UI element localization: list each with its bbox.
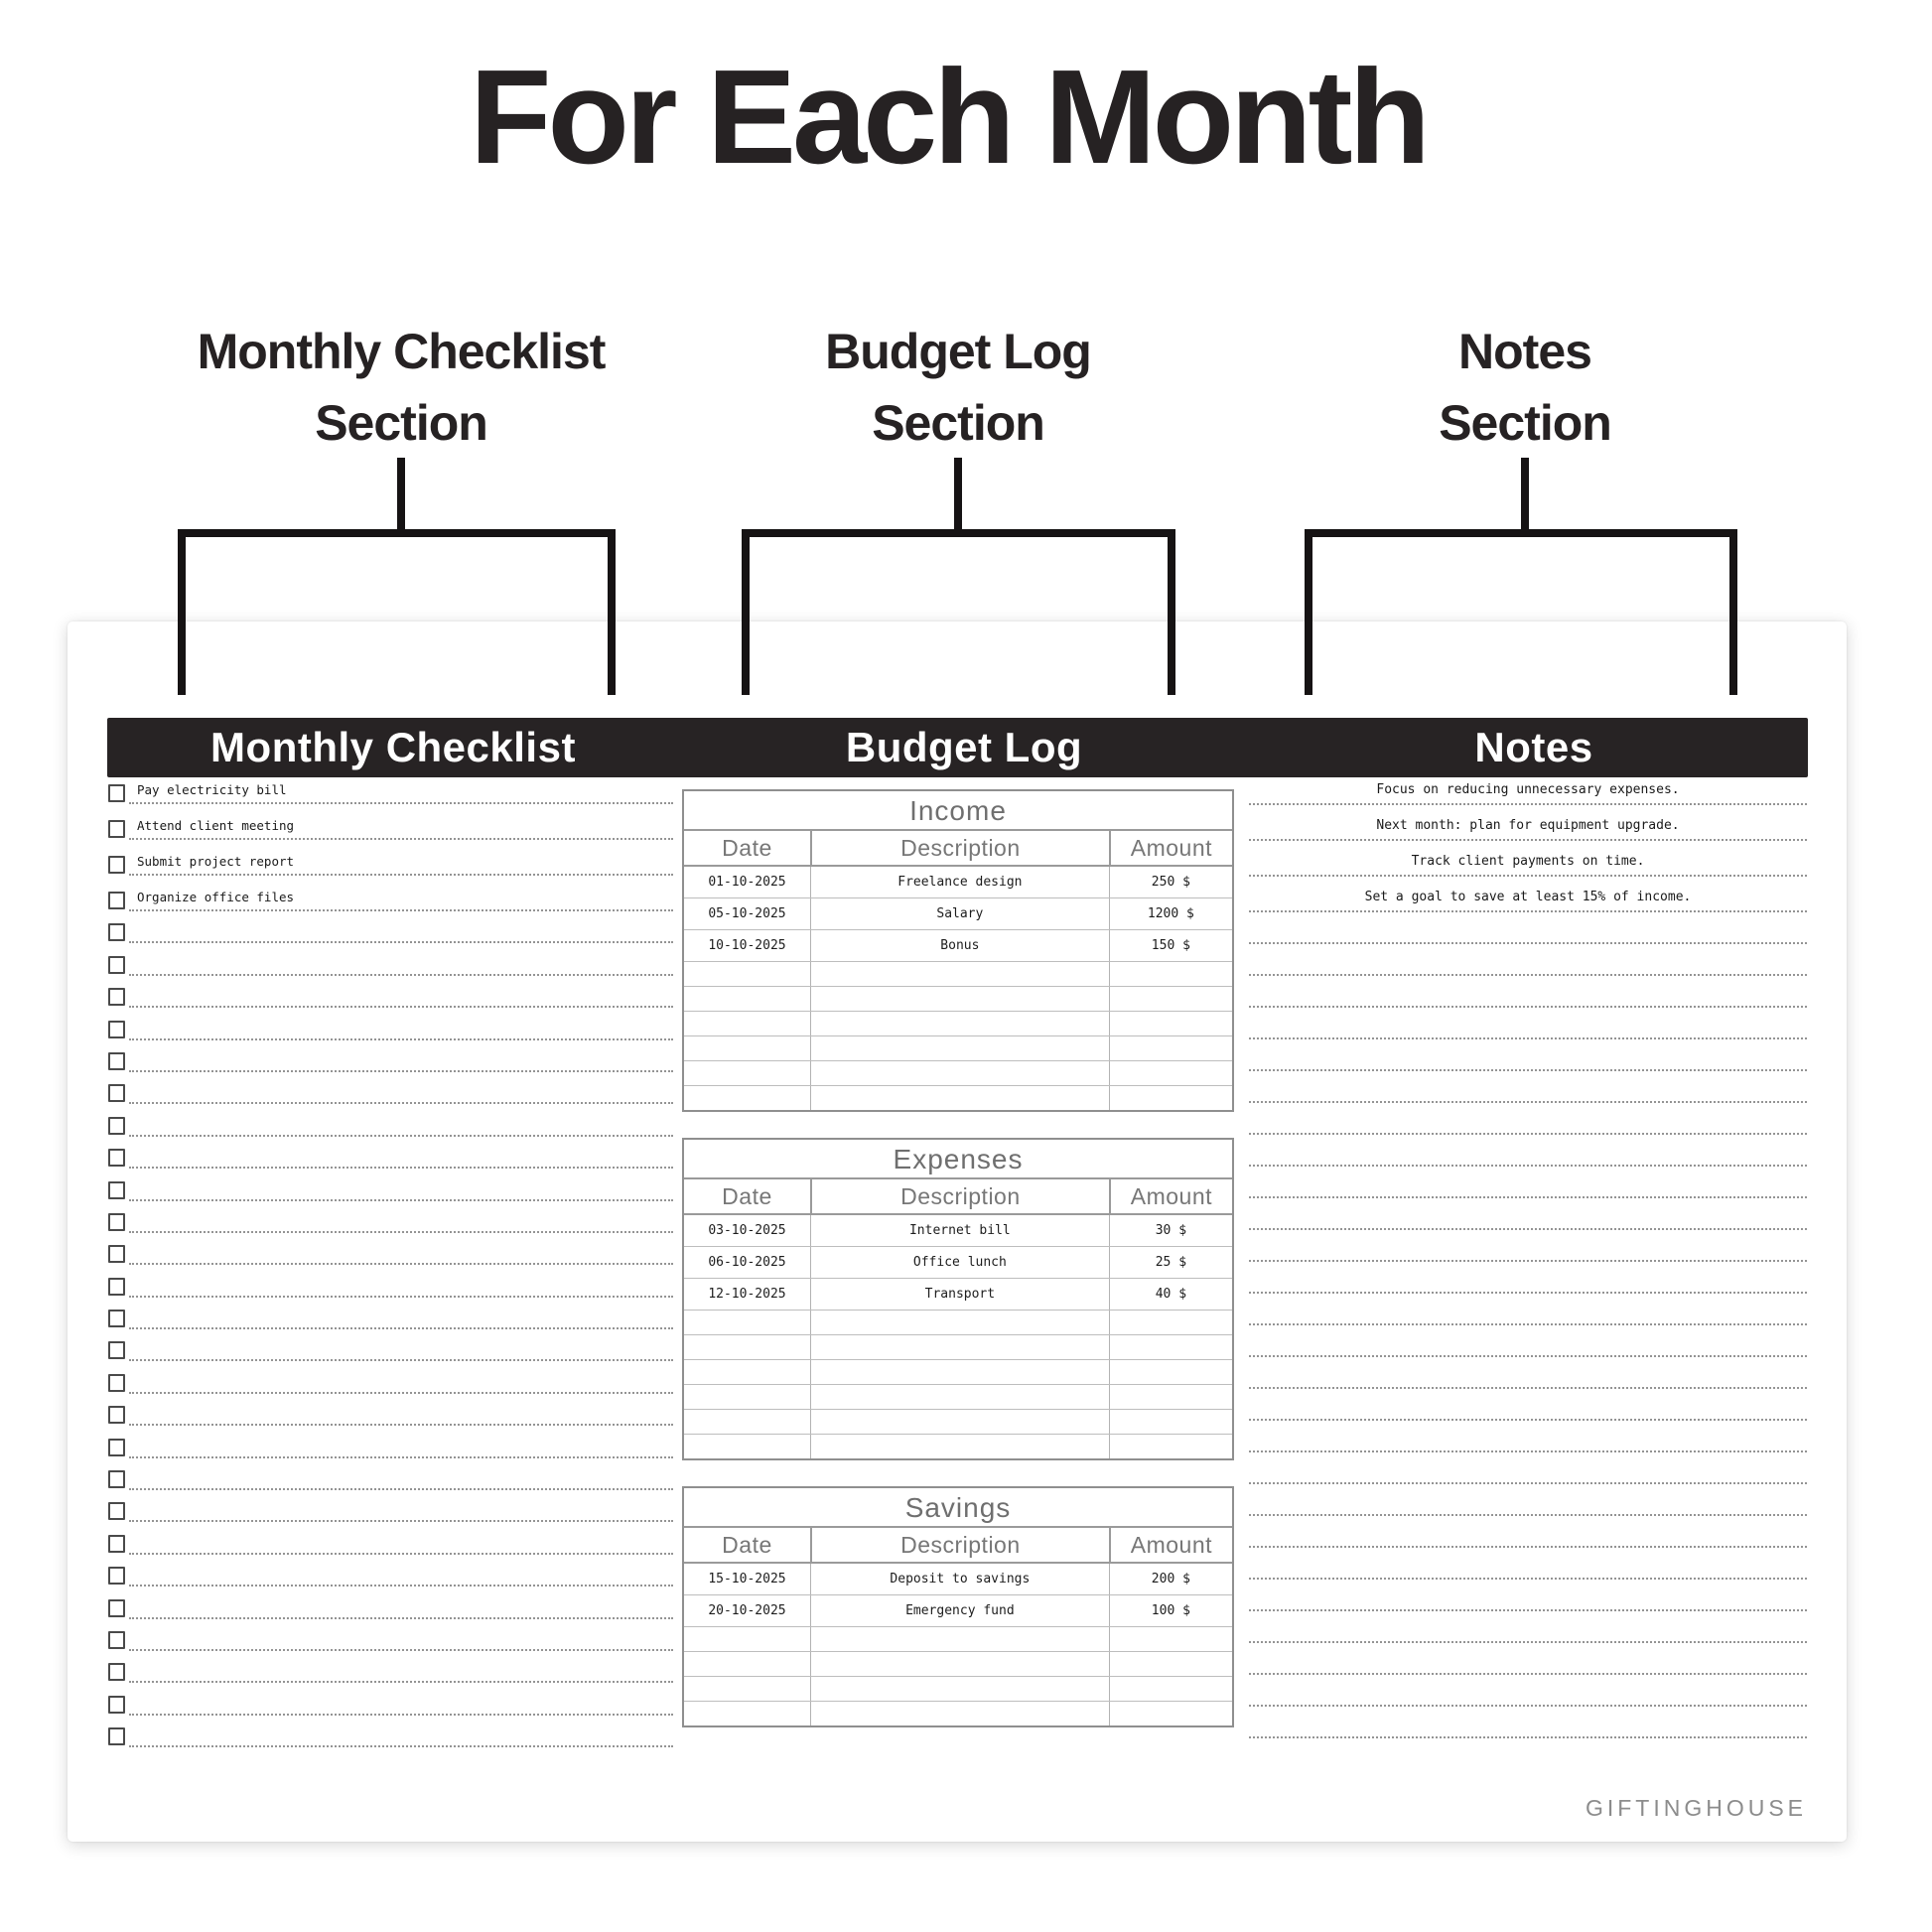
budget-cell [810, 1061, 1109, 1085]
budget-cell [684, 1652, 810, 1676]
budget-cell: 200 $ [1109, 1564, 1232, 1594]
notes-line [1249, 1675, 1807, 1707]
notes-line [1249, 1039, 1807, 1071]
budget-cell [810, 987, 1109, 1011]
budget-table-header-row [684, 1179, 1232, 1215]
dotted-line [129, 1585, 673, 1587]
checkbox-icon[interactable] [108, 1631, 125, 1649]
checklist-row [107, 944, 673, 976]
budget-row [684, 1410, 1232, 1435]
bracket-drop-left-checklist [178, 529, 186, 695]
callout-budget-label [825, 316, 1091, 459]
checkbox-icon[interactable] [108, 1727, 125, 1745]
budget-cell: Bonus [810, 930, 1109, 961]
notes-line [1249, 1452, 1807, 1484]
budget-cell [1109, 962, 1232, 986]
checkbox-icon[interactable] [108, 1535, 125, 1553]
bracket-drop-right-budget [1168, 529, 1175, 695]
callout-checklist-line2: Section [315, 395, 487, 451]
dotted-line [129, 1488, 673, 1490]
checklist-row [107, 1491, 673, 1523]
notes-line [1249, 1484, 1807, 1516]
checklist-row [107, 1299, 673, 1330]
budget-row [684, 962, 1232, 987]
budget-cell [1109, 1410, 1232, 1434]
header-monthly-checklist: Monthly Checklist [210, 724, 576, 770]
checklist-row [107, 1395, 673, 1427]
column-header: Date [722, 835, 772, 861]
checkbox-icon[interactable] [108, 1567, 125, 1585]
dotted-line [129, 1520, 673, 1522]
budget-cell [810, 1086, 1109, 1110]
budget-cell [1109, 1086, 1232, 1110]
budget-cell: Freelance design [810, 867, 1109, 897]
notes-line [1249, 1294, 1807, 1325]
budget-cell [1109, 1677, 1232, 1701]
budget-cell [684, 1335, 810, 1359]
budget-cell: 05-10-2025 [708, 906, 786, 921]
callout-notes-line1: Notes [1458, 324, 1591, 379]
budget-table-title: Income [684, 791, 1232, 831]
budget-cell [684, 1435, 810, 1458]
budget-row [684, 1086, 1232, 1110]
notes-text: Next month: plan for equipment upgrade. [1376, 818, 1680, 833]
checklist-row [107, 841, 673, 877]
notes-line [1249, 1262, 1807, 1294]
header-budget-log: Budget Log [845, 724, 1083, 770]
budget-cell [810, 1410, 1109, 1434]
notes-line [1249, 1516, 1807, 1548]
notes-line [1249, 1580, 1807, 1611]
checklist-row [107, 805, 673, 841]
budget-cell: 250 $ [1109, 867, 1232, 897]
dotted-line [129, 1006, 673, 1008]
checkbox-icon[interactable] [108, 1278, 125, 1296]
budget-cell [684, 1627, 810, 1651]
budget-row [684, 1595, 1232, 1627]
page-title: For Each Month [470, 42, 1427, 192]
checkbox-icon[interactable] [108, 820, 125, 838]
checkbox-icon[interactable] [108, 1439, 125, 1456]
dotted-line [129, 1167, 673, 1169]
notes-line [1249, 912, 1807, 944]
budget-cell [810, 962, 1109, 986]
checklist-item-text: Submit project report [137, 854, 295, 869]
budget-cell [684, 1360, 810, 1384]
checklist-row [107, 1202, 673, 1234]
budget-row [684, 867, 1232, 898]
budget-table-expenses [682, 1138, 1234, 1460]
checklist-row [107, 1073, 673, 1105]
notes-line [1249, 1421, 1807, 1452]
dotted-line [129, 1038, 673, 1040]
notes-line [1249, 944, 1807, 976]
budget-row [684, 1311, 1232, 1335]
bracket-stem-budget [954, 458, 962, 529]
notes-text: Track client payments on time. [1411, 854, 1645, 869]
budget-cell: 15-10-2025 [708, 1572, 786, 1587]
budget-cell [1109, 1061, 1232, 1085]
notes-line [1249, 1611, 1807, 1643]
header-notes: Notes [1474, 724, 1593, 770]
budget-cell [684, 1702, 810, 1725]
budget-cell [810, 1360, 1109, 1384]
checkbox-icon[interactable] [108, 956, 125, 974]
budget-cell [1109, 1385, 1232, 1409]
checklist-row [107, 769, 673, 805]
budget-cell: 30 $ [1109, 1215, 1232, 1246]
dotted-line [129, 1327, 673, 1329]
budget-cell [1109, 1702, 1232, 1725]
budget-row [684, 1279, 1232, 1311]
checkbox-icon[interactable] [108, 784, 125, 802]
budget-table-header-row [684, 831, 1232, 867]
budget-row [684, 1036, 1232, 1061]
budget-cell [810, 1311, 1109, 1334]
dotted-line [129, 838, 673, 840]
budget-cell [1109, 987, 1232, 1011]
budget-table-title: Expenses [684, 1140, 1232, 1179]
notes-line [1249, 877, 1807, 912]
checkbox-icon[interactable] [108, 1181, 125, 1199]
checkbox-icon[interactable] [108, 1310, 125, 1327]
budget-row [684, 930, 1232, 962]
notes-line [1249, 976, 1807, 1008]
checklist-row [107, 1009, 673, 1040]
budget-cell: Emergency fund [810, 1595, 1109, 1626]
budget-cell [684, 1677, 810, 1701]
checkbox-icon[interactable] [108, 1149, 125, 1167]
bracket-bar-notes [1305, 529, 1737, 537]
budget-cell [684, 1086, 810, 1110]
dotted-line [129, 1359, 673, 1361]
notes-line [1249, 1071, 1807, 1103]
checklist-row [107, 1266, 673, 1298]
budget-row [684, 1564, 1232, 1595]
budget-cell [684, 1036, 810, 1060]
dotted-line [129, 1745, 673, 1747]
notes-line [1249, 1008, 1807, 1039]
budget-cell [684, 1012, 810, 1035]
dotted-line [129, 1199, 673, 1201]
dotted-line [129, 1553, 673, 1555]
notes-line [1249, 1135, 1807, 1167]
budget-cell [810, 1677, 1109, 1701]
budget-cell [684, 962, 810, 986]
budget-cell [810, 1012, 1109, 1035]
budget-table-income [682, 789, 1234, 1112]
budget-cell: 03-10-2025 [708, 1223, 786, 1238]
bracket-stem-notes [1521, 458, 1529, 529]
budget-row [684, 1652, 1232, 1677]
brand-watermark: GIFTINGHOUSE [1585, 1795, 1807, 1821]
section-header-bar [107, 718, 1808, 777]
budget-row [684, 1215, 1232, 1247]
dotted-line [129, 1617, 673, 1619]
budget-table-header-row [684, 1528, 1232, 1564]
budget-cell: 01-10-2025 [708, 875, 786, 890]
checklist-row [107, 1105, 673, 1137]
column-header: Date [722, 1183, 772, 1209]
dotted-line [129, 1424, 673, 1426]
budget-row [684, 1335, 1232, 1360]
checklist-row [107, 877, 673, 912]
checklist-row [107, 1556, 673, 1587]
checkbox-icon[interactable] [108, 1213, 125, 1231]
checkbox-icon[interactable] [108, 1052, 125, 1070]
callout-notes-label [1439, 316, 1611, 459]
dotted-line [129, 1456, 673, 1458]
budget-row [684, 987, 1232, 1012]
budget-table-title: Savings [684, 1488, 1232, 1528]
notes-text: Set a goal to save at least 15% of income. [1364, 890, 1692, 904]
notes-line [1249, 769, 1807, 805]
budget-cell [684, 1311, 810, 1334]
dotted-line [129, 1649, 673, 1651]
checkbox-icon[interactable] [108, 1696, 125, 1714]
budget-row [684, 1435, 1232, 1458]
budget-cell: 20-10-2025 [708, 1603, 786, 1618]
checkbox-icon[interactable] [108, 1470, 125, 1488]
budget-cell: Office lunch [810, 1247, 1109, 1278]
budget-cell: 40 $ [1109, 1279, 1232, 1310]
budget-cell [810, 1702, 1109, 1725]
dotted-line [129, 802, 673, 804]
notes-line [1249, 1548, 1807, 1580]
planner-page-card [68, 621, 1847, 1842]
budget-cell [1109, 1036, 1232, 1060]
notes-lines [1249, 769, 1807, 1738]
budget-cell: Internet bill [810, 1215, 1109, 1246]
checklist-row [107, 1717, 673, 1748]
budget-cell [1109, 1435, 1232, 1458]
dotted-line [129, 1135, 673, 1137]
budget-cell [810, 1036, 1109, 1060]
budget-cell [684, 1385, 810, 1409]
callout-checklist-line1: Monthly Checklist [197, 324, 606, 379]
budget-row [684, 1360, 1232, 1385]
column-header: Description [810, 1179, 1109, 1213]
budget-cell [810, 1335, 1109, 1359]
notes-line [1249, 1167, 1807, 1198]
budget-row [684, 1247, 1232, 1279]
budget-cell [810, 1627, 1109, 1651]
column-header: Date [722, 1532, 772, 1558]
callout-budget-line2: Section [872, 395, 1044, 451]
checklist-row [107, 1459, 673, 1491]
checkbox-icon[interactable] [108, 1599, 125, 1617]
budget-cell [1109, 1311, 1232, 1334]
checklist-row [107, 1362, 673, 1394]
budget-cell [1109, 1360, 1232, 1384]
bracket-drop-right-checklist [608, 529, 616, 695]
budget-cell: 06-10-2025 [708, 1255, 786, 1270]
checklist-row [107, 1620, 673, 1652]
checklist-row [107, 912, 673, 944]
column-header: Description [810, 1528, 1109, 1562]
budget-cell: Salary [810, 898, 1109, 929]
budget-cell: 150 $ [1109, 930, 1232, 961]
budget-cell: 1200 $ [1109, 898, 1232, 929]
budget-cell [1109, 1652, 1232, 1676]
checkbox-icon[interactable] [108, 988, 125, 1006]
budget-cell: 25 $ [1109, 1247, 1232, 1278]
bracket-drop-left-notes [1305, 529, 1312, 695]
dotted-line [129, 1714, 673, 1716]
callout-notes-line2: Section [1439, 395, 1611, 451]
budget-row [684, 1061, 1232, 1086]
budget-cell: 12-10-2025 [708, 1287, 786, 1302]
checkbox-icon[interactable] [108, 1084, 125, 1102]
checkbox-icon[interactable] [108, 923, 125, 941]
checklist-row [107, 1138, 673, 1170]
budget-table-savings [682, 1486, 1234, 1727]
checklist-row [107, 1652, 673, 1684]
budget-cell [684, 1061, 810, 1085]
budget-cell [684, 987, 810, 1011]
notes-line [1249, 1643, 1807, 1675]
budget-row [684, 1702, 1232, 1725]
dotted-line [129, 941, 673, 943]
dotted-line [129, 874, 673, 876]
budget-cell: 100 $ [1109, 1595, 1232, 1626]
budget-cell [1109, 1335, 1232, 1359]
checkbox-icon[interactable] [108, 1502, 125, 1520]
checkbox-icon[interactable] [108, 1374, 125, 1392]
bracket-drop-left-budget [742, 529, 750, 695]
checklist-rows [107, 769, 673, 1748]
checkbox-icon[interactable] [108, 892, 125, 909]
checklist-row [107, 1170, 673, 1201]
budget-row [684, 1627, 1232, 1652]
dotted-line [129, 974, 673, 976]
column-header: Amount [1109, 1179, 1232, 1213]
budget-row [684, 1677, 1232, 1702]
callout-checklist-label [198, 316, 606, 459]
budget-cell: Deposit to savings [810, 1564, 1109, 1594]
callout-budget-line1: Budget Log [825, 324, 1091, 379]
budget-row [684, 1385, 1232, 1410]
checklist-row [107, 1041, 673, 1073]
checklist-item-text: Organize office files [137, 890, 295, 904]
bracket-bar-budget [742, 529, 1175, 537]
column-header: Amount [1109, 831, 1232, 865]
dotted-line [129, 1231, 673, 1233]
bracket-bar-checklist [178, 529, 616, 537]
checkbox-icon[interactable] [108, 1117, 125, 1135]
budget-cell [810, 1652, 1109, 1676]
notes-line [1249, 1103, 1807, 1135]
notes-line [1249, 1230, 1807, 1262]
budget-row [684, 898, 1232, 930]
notes-line [1249, 1389, 1807, 1421]
dotted-line [129, 1392, 673, 1394]
budget-cell: 10-10-2025 [708, 938, 786, 953]
budget-tables [682, 789, 1234, 1753]
dotted-line [129, 1102, 673, 1104]
notes-line [1249, 1198, 1807, 1230]
notes-line [1249, 805, 1807, 841]
notes-line [1249, 1707, 1807, 1738]
dotted-line [129, 1681, 673, 1683]
dotted-line [129, 1296, 673, 1298]
budget-cell [1109, 1012, 1232, 1035]
budget-row [684, 1012, 1232, 1036]
checkbox-icon[interactable] [108, 1406, 125, 1424]
checkbox-icon[interactable] [108, 1663, 125, 1681]
column-header: Amount [1109, 1528, 1232, 1562]
dotted-line [129, 1263, 673, 1265]
column-header: Description [810, 831, 1109, 865]
checklist-row [107, 1234, 673, 1266]
checklist-row [107, 1587, 673, 1619]
checkbox-icon[interactable] [108, 1341, 125, 1359]
notes-text: Focus on reducing unnecessary expenses. [1376, 782, 1680, 797]
checklist-row [107, 1684, 673, 1716]
checklist-row [107, 1427, 673, 1458]
notes-line [1249, 1357, 1807, 1389]
budget-cell [684, 1410, 810, 1434]
notes-line [1249, 841, 1807, 877]
checkbox-icon[interactable] [108, 856, 125, 874]
dotted-line [129, 1070, 673, 1072]
checklist-row [107, 1330, 673, 1362]
budget-cell [810, 1435, 1109, 1458]
checklist-row [107, 1523, 673, 1555]
budget-cell: Transport [810, 1279, 1109, 1310]
checklist-item-text: Attend client meeting [137, 818, 295, 833]
checkbox-icon[interactable] [108, 1021, 125, 1038]
budget-cell [1109, 1627, 1232, 1651]
checklist-row [107, 977, 673, 1009]
budget-cell [810, 1385, 1109, 1409]
bracket-stem-checklist [397, 458, 405, 529]
notes-line [1249, 1325, 1807, 1357]
dotted-line [129, 909, 673, 911]
bracket-drop-right-notes [1729, 529, 1737, 695]
checkbox-icon[interactable] [108, 1245, 125, 1263]
checklist-item-text: Pay electricity bill [137, 782, 287, 797]
